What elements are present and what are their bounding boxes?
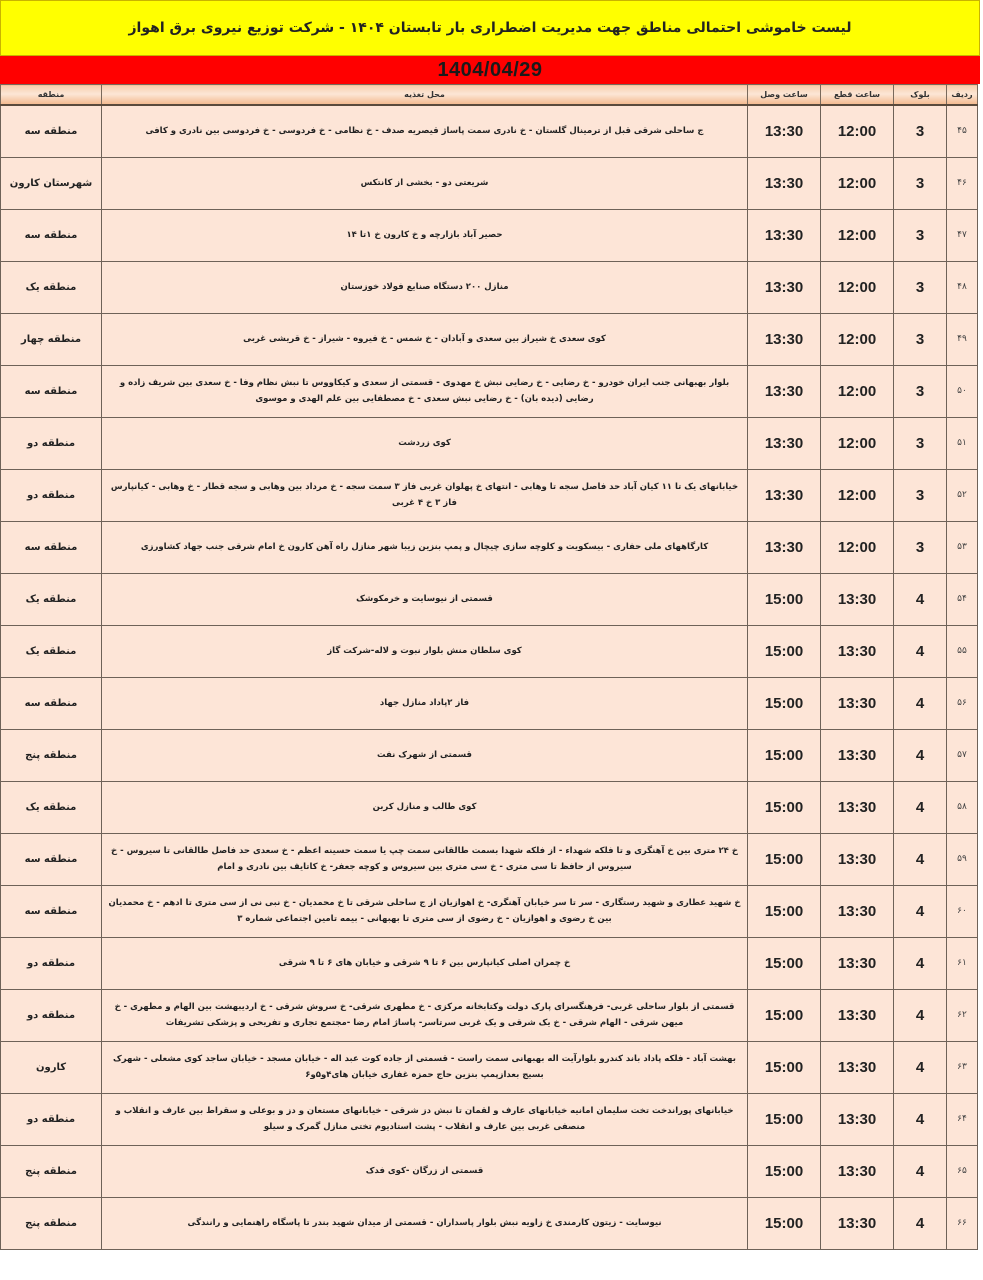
row-number-cell: ۶۳ xyxy=(947,1041,978,1093)
zone-cell: منطقه دو xyxy=(1,417,102,469)
column-header-row: ردیف xyxy=(947,85,978,106)
table-row xyxy=(1,261,978,313)
table-row xyxy=(1,677,978,729)
block-number-cell: 3 xyxy=(894,313,947,365)
feed-location-cell: خیابانهای پوراندخت تخت سلیمان امانیه خیابانهای عارف و لقمان تا نبش دز شرقی - خیابانهای مستعان و دز و بوعلی و سقراط بین عارف و انقلاب و منصفی غربی بین عارف و انقلاب - پشت استادیوم تختی منازل گمرک و سیلو xyxy=(102,1093,748,1145)
zone-cell: منطقه سه xyxy=(1,365,102,417)
cut-time-cell: 12:00 xyxy=(821,313,894,365)
table-row xyxy=(1,885,978,937)
cut-time-cell: 13:30 xyxy=(821,573,894,625)
connect-time-cell: 13:30 xyxy=(748,521,821,573)
block-number-cell: 3 xyxy=(894,469,947,521)
cut-time-cell: 13:30 xyxy=(821,1093,894,1145)
connect-time-cell: 13:30 xyxy=(748,157,821,209)
schedule-table xyxy=(0,84,978,1250)
zone-cell: منطقه دو xyxy=(1,989,102,1041)
zone-cell: منطقه یک xyxy=(1,261,102,313)
row-number-cell: ۵۸ xyxy=(947,781,978,833)
block-number-cell: 4 xyxy=(894,677,947,729)
block-number-cell: 4 xyxy=(894,781,947,833)
page-title: لیست خاموشی احتمالی مناطق جهت مدیریت اضطراری بار تابستان ۱۴۰۴ - شرکت توزیع نیروی برق اهواز xyxy=(0,0,980,56)
feed-location-cell: بلوار بهبهانی جنب ایران خودرو - خ رضایی - خ رضایی نبش خ مهدوی - قسمتی از سعدی و کیکاووس تا نبش نظام وفا - خ سعدی بین شریف زاده و رضایی (دیده بان) - خ رضایی نبش سعدی - خ مصطفایی بین علم الهدی و موسوی xyxy=(102,365,748,417)
block-number-cell: 3 xyxy=(894,157,947,209)
zone-cell: منطقه یک xyxy=(1,781,102,833)
row-number-cell: ۴۹ xyxy=(947,313,978,365)
feed-location-cell: بهشت آباد - فلکه پاداد باند کندرو بلوارآیت اله بهبهانی سمت راست - قسمتی از جاده کوت عبد اله - خیابان مسجد - خیابان ساجد کوی مشعلی - شهرک بسیج بعدازپمپ بنزین حاج حمزه غفاری خیابان های۴و۵و۶ xyxy=(102,1041,748,1093)
cut-time-cell: 13:30 xyxy=(821,1197,894,1249)
table-row xyxy=(1,1197,978,1249)
connect-time-cell: 13:30 xyxy=(748,209,821,261)
connect-time-cell: 15:00 xyxy=(748,1197,821,1249)
table-row xyxy=(1,521,978,573)
zone-cell: منطقه سه xyxy=(1,521,102,573)
zone-cell: منطقه سه xyxy=(1,885,102,937)
cut-time-cell: 13:30 xyxy=(821,729,894,781)
zone-cell: منطقه دو xyxy=(1,1093,102,1145)
cut-time-cell: 13:30 xyxy=(821,989,894,1041)
feed-location-cell: قسمتی از نیوسایت و خرمکوشک xyxy=(102,573,748,625)
row-number-cell: ۶۴ xyxy=(947,1093,978,1145)
block-number-cell: 4 xyxy=(894,937,947,989)
zone-cell: شهرستان کارون xyxy=(1,157,102,209)
zone-cell: منطقه پنج xyxy=(1,1145,102,1197)
row-number-cell: ۶۱ xyxy=(947,937,978,989)
cut-time-cell: 12:00 xyxy=(821,417,894,469)
feed-location-cell: قسمتی از بلوار ساحلی غربی- فرهنگسرای پارک دولت وکتابخانه مرکزی - خ مطهری شرقی- خ سروش شرقی - خ اردیبهشت بین الهام و مطهری - خ میهن شرقی - الهام شرقی - خ یک شرقی و یک غربی سرتاسر- پاساژ امام رضا -مجتمع تجاری و تفریحی و پزشکی تشریفات xyxy=(102,989,748,1041)
cut-time-cell: 12:00 xyxy=(821,105,894,157)
connect-time-cell: 15:00 xyxy=(748,781,821,833)
connect-time-cell: 13:30 xyxy=(748,365,821,417)
block-number-cell: 4 xyxy=(894,1197,947,1249)
feed-location-cell: کوی سعدی خ شیراز بین سعدی و آبادان - خ شمس - خ فیروه - شیراز - خ قریشی غربی xyxy=(102,313,748,365)
table-row xyxy=(1,937,978,989)
feed-location-cell: کوی زردشت xyxy=(102,417,748,469)
connect-time-cell: 15:00 xyxy=(748,833,821,885)
column-header-block: بلوک xyxy=(894,85,947,106)
block-number-cell: 4 xyxy=(894,885,947,937)
block-number-cell: 3 xyxy=(894,105,947,157)
row-number-cell: ۶۵ xyxy=(947,1145,978,1197)
cut-time-cell: 13:30 xyxy=(821,937,894,989)
table-row xyxy=(1,313,978,365)
zone-cell: منطقه سه xyxy=(1,105,102,157)
row-number-cell: ۶۲ xyxy=(947,989,978,1041)
block-number-cell: 4 xyxy=(894,1093,947,1145)
zone-cell: منطقه چهار xyxy=(1,313,102,365)
connect-time-cell: 15:00 xyxy=(748,885,821,937)
table-row xyxy=(1,417,978,469)
block-number-cell: 4 xyxy=(894,625,947,677)
table-row xyxy=(1,833,978,885)
cut-time-cell: 13:30 xyxy=(821,833,894,885)
feed-location-cell: شریعتی دو - بخشی از کانتکس xyxy=(102,157,748,209)
block-number-cell: 4 xyxy=(894,1145,947,1197)
zone-cell: کارون xyxy=(1,1041,102,1093)
block-number-cell: 3 xyxy=(894,261,947,313)
block-number-cell: 3 xyxy=(894,209,947,261)
zone-cell: منطقه سه xyxy=(1,677,102,729)
connect-time-cell: 15:00 xyxy=(748,1145,821,1197)
feed-location-cell: نیوسایت - زیتون کارمندی خ زاویه نبش بلوار پاسداران - قسمتی از میدان شهید بندر تا پاسگاه راهنمایی و رانندگی xyxy=(102,1197,748,1249)
block-number-cell: 3 xyxy=(894,417,947,469)
block-number-cell: 4 xyxy=(894,729,947,781)
feed-location-cell: خ شهید عطاری و شهید رستگاری - سر تا سر خیابان آهنگری- خ اهوازیان از ج ساحلی شرقی تا خ محمدیان - خ نبی نی از سی متری تا ادهم - خ محمدیان بین خ رضوی و اهوازیان - خ رضوی از سی متری تا بهبهانی - بیمه تامین اجتماعی شماره ۳ xyxy=(102,885,748,937)
zone-cell: منطقه یک xyxy=(1,573,102,625)
cut-time-cell: 13:30 xyxy=(821,677,894,729)
connect-time-cell: 15:00 xyxy=(748,1093,821,1145)
cut-time-cell: 13:30 xyxy=(821,885,894,937)
table-row xyxy=(1,1093,978,1145)
feed-location-cell: خ چمران اصلی کیانپارس بین ۶ تا ۹ شرقی و خیابان های ۶ تا ۹ شرقی xyxy=(102,937,748,989)
row-number-cell: ۶۰ xyxy=(947,885,978,937)
table-header-row xyxy=(1,85,978,106)
connect-time-cell: 13:30 xyxy=(748,261,821,313)
block-number-cell: 4 xyxy=(894,989,947,1041)
cut-time-cell: 12:00 xyxy=(821,261,894,313)
zone-cell: منطقه دو xyxy=(1,937,102,989)
connect-time-cell: 13:30 xyxy=(748,469,821,521)
cut-time-cell: 13:30 xyxy=(821,1041,894,1093)
table-row xyxy=(1,1041,978,1093)
column-header-zone: منطقه xyxy=(1,85,102,106)
zone-cell: منطقه دو xyxy=(1,469,102,521)
cut-time-cell: 12:00 xyxy=(821,365,894,417)
feed-location-cell: حصیر آباد بازارچه و خ کارون خ ۱تا ۱۴ xyxy=(102,209,748,261)
row-number-cell: ۵۲ xyxy=(947,469,978,521)
row-number-cell: ۵۷ xyxy=(947,729,978,781)
column-header-location: محل تغذیه xyxy=(102,85,748,106)
feed-location-cell: ج ساحلی شرقی قبل از ترمینال گلستان - خ نادری سمت پاساژ قیصریه صدف - خ نظامی - خ فردوسی - خ فردوسی بین نادری و کافی xyxy=(102,105,748,157)
feed-location-cell: کوی طالب و منازل کربن xyxy=(102,781,748,833)
column-header-cut-time: ساعت قطع xyxy=(821,85,894,106)
feed-location-cell: خ ۲۴ متری بین خ آهنگری و تا فلکه شهداء - از فلکه شهدا بسمت طالقانی سمت چپ یا سمت حسینه اعظم - خ سعدی حد فاصل طالقانی تا سیروس - خ سیروس از حافظ تا سی متری - خ سی متری بین سیروس و کوچه جعفر- خ کاتایف بین نادری و امام xyxy=(102,833,748,885)
feed-location-cell: خیابانهای یک تا ۱۱ کیان آباد حد فاصل سجه تا وهابی - انتهای خ پهلوان غربی فاز ۳ سمت سجه - خ مرداد بین وهابی و سجه قطار - خ وهابی - کیانپارس فاز ۳ خ ۴ غربی xyxy=(102,469,748,521)
row-number-cell: ۴۶ xyxy=(947,157,978,209)
zone-cell: منطقه سه xyxy=(1,209,102,261)
feed-location-cell: قسمتی از زرگان -کوی فدک xyxy=(102,1145,748,1197)
table-row xyxy=(1,989,978,1041)
table-row xyxy=(1,365,978,417)
feed-location-cell: فاز ۲پاداد منازل جهاد xyxy=(102,677,748,729)
row-number-cell: ۴۷ xyxy=(947,209,978,261)
block-number-cell: 3 xyxy=(894,365,947,417)
zone-cell: منطقه یک xyxy=(1,625,102,677)
cut-time-cell: 12:00 xyxy=(821,469,894,521)
table-row xyxy=(1,469,978,521)
row-number-cell: ۵۱ xyxy=(947,417,978,469)
feed-location-cell: منازل ۲۰۰ دستگاه صنایع فولاد خوزستان xyxy=(102,261,748,313)
connect-time-cell: 13:30 xyxy=(748,105,821,157)
zone-cell: منطقه سه xyxy=(1,833,102,885)
row-number-cell: ۵۴ xyxy=(947,573,978,625)
connect-time-cell: 15:00 xyxy=(748,573,821,625)
feed-location-cell: کارگاههای ملی حفاری - بیسکویت و کلوچه سازی چیچال و پمپ بنزین زیبا شهر منازل راه آهن کارون خ امام شرقی جنب جهاد کشاورزی xyxy=(102,521,748,573)
cut-time-cell: 12:00 xyxy=(821,157,894,209)
row-number-cell: ۵۶ xyxy=(947,677,978,729)
cut-time-cell: 12:00 xyxy=(821,521,894,573)
table-row xyxy=(1,157,978,209)
table-row xyxy=(1,729,978,781)
connect-time-cell: 15:00 xyxy=(748,625,821,677)
connect-time-cell: 15:00 xyxy=(748,1041,821,1093)
schedule-date: 1404/04/29 xyxy=(0,56,980,84)
connect-time-cell: 15:00 xyxy=(748,937,821,989)
connect-time-cell: 15:00 xyxy=(748,989,821,1041)
feed-location-cell: کوی سلطان منش بلوار نبوت و لاله-شرکت گاز xyxy=(102,625,748,677)
table-row xyxy=(1,573,978,625)
cut-time-cell: 13:30 xyxy=(821,625,894,677)
table-row xyxy=(1,625,978,677)
row-number-cell: ۵۳ xyxy=(947,521,978,573)
connect-time-cell: 15:00 xyxy=(748,677,821,729)
table-row xyxy=(1,781,978,833)
connect-time-cell: 15:00 xyxy=(748,729,821,781)
cut-time-cell: 12:00 xyxy=(821,209,894,261)
block-number-cell: 3 xyxy=(894,521,947,573)
table-row xyxy=(1,105,978,157)
cut-time-cell: 13:30 xyxy=(821,1145,894,1197)
row-number-cell: ۴۸ xyxy=(947,261,978,313)
row-number-cell: ۶۶ xyxy=(947,1197,978,1249)
block-number-cell: 4 xyxy=(894,573,947,625)
connect-time-cell: 13:30 xyxy=(748,313,821,365)
connect-time-cell: 13:30 xyxy=(748,417,821,469)
row-number-cell: ۵۰ xyxy=(947,365,978,417)
table-row xyxy=(1,1145,978,1197)
row-number-cell: ۵۵ xyxy=(947,625,978,677)
block-number-cell: 4 xyxy=(894,1041,947,1093)
zone-cell: منطقه پنج xyxy=(1,729,102,781)
feed-location-cell: قسمتی از شهرک نفت xyxy=(102,729,748,781)
zone-cell: منطقه پنج xyxy=(1,1197,102,1249)
table-row xyxy=(1,209,978,261)
row-number-cell: ۴۵ xyxy=(947,105,978,157)
cut-time-cell: 13:30 xyxy=(821,781,894,833)
row-number-cell: ۵۹ xyxy=(947,833,978,885)
column-header-connect-time: ساعت وصل xyxy=(748,85,821,106)
block-number-cell: 4 xyxy=(894,833,947,885)
